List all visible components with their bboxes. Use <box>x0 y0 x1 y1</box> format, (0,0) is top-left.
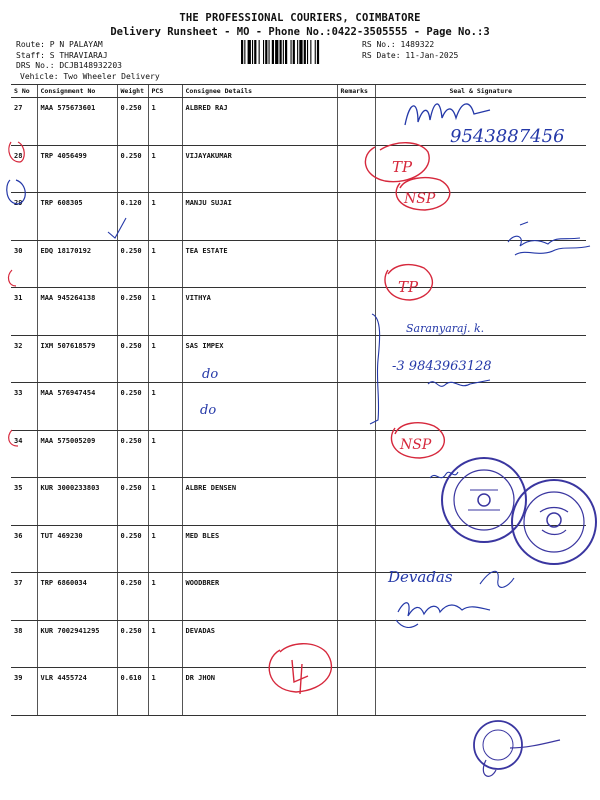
cell-weight: 0.250 <box>117 525 148 573</box>
cell-weight: 0.250 <box>117 620 148 668</box>
table-row <box>11 288 586 336</box>
cell-consignee: MANJU SUJAI <box>182 193 337 241</box>
cell-remarks <box>337 240 375 288</box>
cell-pcs: 1 <box>148 383 182 431</box>
cell-weight: 0.250 <box>117 98 148 146</box>
cell-consignee: TEA ESTATE <box>182 240 337 288</box>
barcode-bar <box>275 40 278 64</box>
cell-sno: 34 <box>11 430 37 478</box>
cell-sno: 35 <box>11 478 37 526</box>
cell-remarks <box>337 525 375 573</box>
cell-sno: 30 <box>11 240 37 288</box>
table-row <box>11 193 586 241</box>
barcode-bar <box>304 40 306 64</box>
bottom-office-stamp <box>474 721 560 776</box>
col-header-consignment: Consignment No <box>37 85 117 98</box>
table-row <box>11 525 586 573</box>
cell-consignee <box>182 430 337 478</box>
cell-pcs: 1 <box>148 668 182 716</box>
table-body <box>11 98 586 716</box>
cell-seal-signature <box>375 240 586 288</box>
cell-sno: 28 <box>11 145 37 193</box>
barcode-bar <box>254 40 256 64</box>
cell-consignment: TUT 469230 <box>37 525 117 573</box>
handwritten-name-32: Saranyaraj. k. <box>406 322 485 335</box>
cell-sno: 27 <box>11 98 37 146</box>
cell-remarks <box>337 573 375 621</box>
cell-pcs: 1 <box>148 240 182 288</box>
cell-weight: 0.250 <box>117 573 148 621</box>
cell-consignment: MAA 945264138 <box>37 288 117 336</box>
cell-remarks <box>337 668 375 716</box>
barcode-bar <box>297 40 298 64</box>
barcode-bar <box>291 40 292 64</box>
cell-consignee: VIJAYAKUMAR <box>182 145 337 193</box>
rs-date-text: RS Date: 11-Jan-2025 <box>362 50 459 60</box>
barcode-bar <box>252 40 253 64</box>
cell-remarks <box>337 620 375 668</box>
cell-seal-signature <box>375 430 586 478</box>
company-title: THE PROFESSIONAL COURIERS, COIMBATORE <box>179 12 421 24</box>
table-row <box>11 335 586 383</box>
nsp-text-35: NSP <box>400 437 432 453</box>
col-header-weight: Weight <box>117 85 148 98</box>
cell-sno: 37 <box>11 573 37 621</box>
cell-consignment: TRP 6860034 <box>37 573 117 621</box>
barcode-image <box>240 40 352 64</box>
cell-remarks <box>337 478 375 526</box>
table-row <box>11 145 586 193</box>
cell-remarks <box>337 288 375 336</box>
barcode-bar <box>317 40 319 64</box>
cell-consignment: EDQ 18170192 <box>37 240 117 288</box>
ditto-mark-33: do <box>202 367 219 382</box>
cell-weight: 0.610 <box>117 668 148 716</box>
cell-consignment: KUR 3000233803 <box>37 478 117 526</box>
handwritten-phone-27: 9543887456 <box>450 126 565 147</box>
cell-weight: 0.250 <box>117 383 148 431</box>
cell-weight: 0.120 <box>117 193 148 241</box>
runsheet-meta-left <box>16 40 122 72</box>
barcode-bar <box>269 40 270 64</box>
cell-consignee: WOODBRER <box>182 573 337 621</box>
runsheet-table <box>11 84 586 716</box>
cell-pcs: 1 <box>148 525 182 573</box>
cell-weight: 0.250 <box>117 430 148 478</box>
cell-remarks <box>337 335 375 383</box>
barcode-bar <box>263 40 264 64</box>
cell-sno: 39 <box>11 668 37 716</box>
cell-consignment: MAA 575673601 <box>37 98 117 146</box>
cell-consignee <box>182 383 337 431</box>
table-header-row <box>11 85 586 98</box>
cell-consignment: VLR 4455724 <box>37 668 117 716</box>
cell-consignment: TRP 4056499 <box>37 145 117 193</box>
cell-remarks <box>337 193 375 241</box>
barcode-bar <box>259 40 260 64</box>
cell-pcs: 1 <box>148 288 182 336</box>
table-row <box>11 430 586 478</box>
drs-text: DRS No.: DCJB148932203 <box>16 61 122 70</box>
cell-remarks <box>337 430 375 478</box>
barcode-bar <box>265 40 267 64</box>
cell-consignment: TRP 608305 <box>37 193 117 241</box>
barcode-bar <box>299 40 302 64</box>
cell-seal-signature <box>375 668 586 716</box>
table-row <box>11 573 586 621</box>
cell-consignment: KUR 7002941295 <box>37 620 117 668</box>
table-row <box>11 478 586 526</box>
cell-pcs: 1 <box>148 193 182 241</box>
cell-weight: 0.250 <box>117 145 148 193</box>
runsheet-subtitle: Delivery Runsheet - MO - Phone No.:0422-3505555 - Page No.:3 <box>110 26 490 38</box>
cell-seal-signature <box>375 335 586 383</box>
cell-seal-signature <box>375 193 586 241</box>
barcode-bar <box>272 40 274 64</box>
cell-weight: 0.250 <box>117 478 148 526</box>
cell-consignee: DEVADAS <box>182 620 337 668</box>
table-row <box>11 240 586 288</box>
barcode-bar <box>244 40 245 64</box>
cell-pcs: 1 <box>148 145 182 193</box>
cell-consignment: MAA 575005209 <box>37 430 117 478</box>
table-row <box>11 668 586 716</box>
tp-text-31: TP <box>398 278 419 296</box>
cell-consignee: DR JHON <box>182 668 337 716</box>
barcode-bar <box>310 40 311 64</box>
cell-remarks <box>337 383 375 431</box>
table-row <box>11 383 586 431</box>
barcode-bar <box>283 40 284 64</box>
cell-consignment: IXM 507618579 <box>37 335 117 383</box>
cell-consignment: MAA 576947454 <box>37 383 117 431</box>
table-row <box>11 620 586 668</box>
col-header-remarks: Remarks <box>337 85 375 98</box>
cell-consignee: MED BLES <box>182 525 337 573</box>
col-header-seal: Seal & Signature <box>375 85 586 98</box>
cell-remarks <box>337 145 375 193</box>
vehicle-text: Vehicle: Two Wheeler Delivery <box>20 72 160 81</box>
cell-seal-signature <box>375 573 586 621</box>
cell-seal-signature <box>375 620 586 668</box>
cell-consignee: ALBRED RAJ <box>182 98 337 146</box>
table-row <box>11 98 586 146</box>
barcode-bar <box>315 40 316 64</box>
cell-pcs: 1 <box>148 430 182 478</box>
runsheet-meta-right <box>362 40 458 61</box>
barcode-bar <box>241 40 243 64</box>
cell-sno: 38 <box>11 620 37 668</box>
barcode-bar <box>293 40 295 64</box>
col-header-sno: S No <box>11 85 37 98</box>
cell-pcs: 1 <box>148 620 182 668</box>
col-header-pcs: PCS <box>148 85 182 98</box>
cell-seal-signature <box>375 478 586 526</box>
cell-remarks <box>337 98 375 146</box>
cell-seal-signature <box>375 288 586 336</box>
tp-text-28: TP <box>392 158 413 176</box>
barcode-bar <box>280 40 282 64</box>
ditto-mark-34: do <box>200 403 217 418</box>
col-header-consignee: Consignee Details <box>182 85 337 98</box>
cell-sno: 36 <box>11 525 37 573</box>
cell-weight: 0.250 <box>117 335 148 383</box>
cell-seal-signature <box>375 525 586 573</box>
rs-number-text: RS No.: 1489322 <box>362 40 435 49</box>
cell-weight: 0.250 <box>117 288 148 336</box>
cell-consignee: ALBRE DENSEN <box>182 478 337 526</box>
cell-seal-signature <box>375 383 586 431</box>
barcode-bar <box>285 40 287 64</box>
cell-sno: 33 <box>11 383 37 431</box>
cell-sno: 31 <box>11 288 37 336</box>
barcode-bar <box>248 40 251 64</box>
cell-pcs: 1 <box>148 573 182 621</box>
cell-pcs: 1 <box>148 98 182 146</box>
cell-seal-signature <box>375 145 586 193</box>
nsp-text-29: NSP <box>404 191 436 207</box>
cell-sno: 32 <box>11 335 37 383</box>
handwritten-signature-38: Devadas <box>388 568 453 586</box>
cell-consignee: VITHYA <box>182 288 337 336</box>
cell-sno: 29 <box>11 193 37 241</box>
staff-text: Staff: S THRAVIARAJ <box>16 50 108 60</box>
cell-pcs: 1 <box>148 478 182 526</box>
cell-weight: 0.250 <box>117 240 148 288</box>
cell-consignee: SAS IMPEX <box>182 335 337 383</box>
cell-seal-signature <box>375 98 586 146</box>
barcode-bar <box>307 40 308 64</box>
route-text: Route: P N PALAYAM <box>16 40 103 49</box>
cell-pcs: 1 <box>148 335 182 383</box>
handwritten-phone-33: -3 9843963128 <box>392 359 492 374</box>
